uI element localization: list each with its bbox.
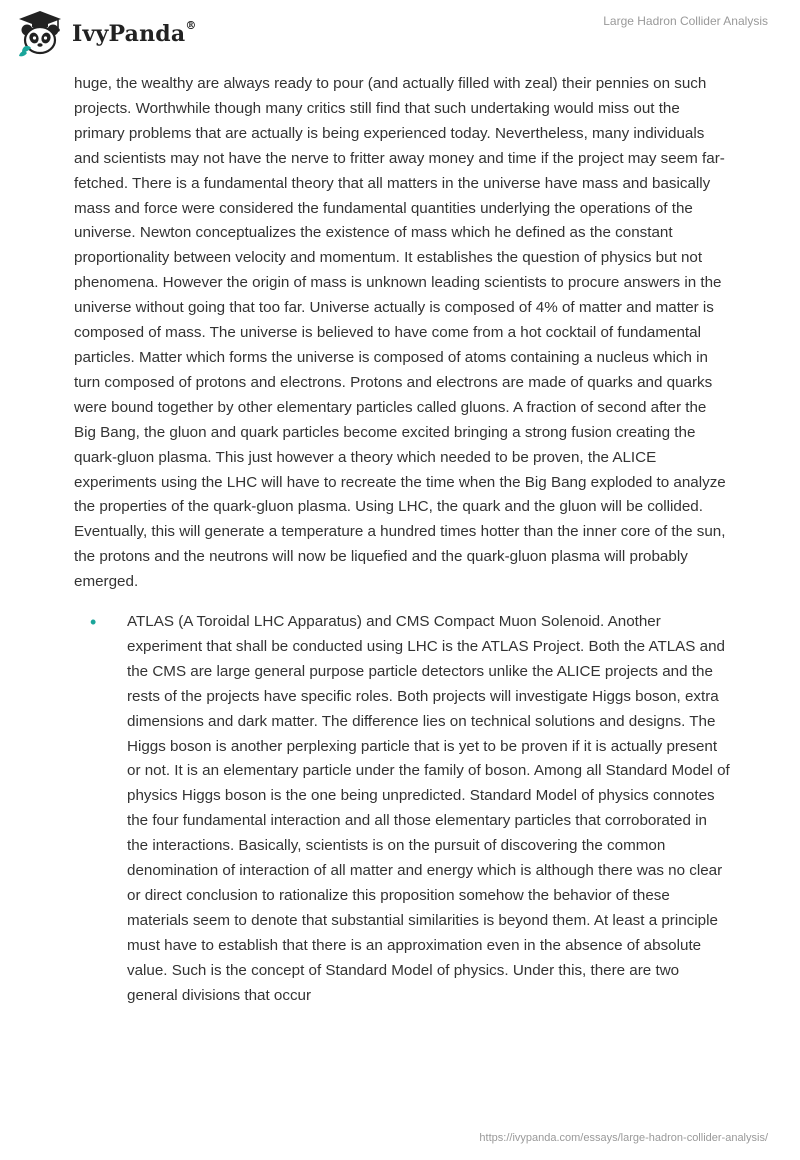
list-item-text: ATLAS (A Toroidal LHC Apparatus) and CMS Compact Muon Solenoid. Another experiment that shall be conducted using LHC is the ATLAS Project. Both the ATLAS and the CMS are large general purpose particle detectors unlike the ALICE projects and the rests of the projects have specific roles. Both projects will investigate Higgs boson, extra dimensions and dark matter. The difference lies on technical solutions and designs. The Higgs boson is another perplexing particle that is yet to be proven if it is actually present or not. It is an elementary particle under the family of boson. Among all Standard Model of physics Higgs boson is the one being unpredicted. Standard Model of physics connotes the four fundamental interaction and all those elementary particles that corroborated in the interactions. Basically, scientists is on the pursuit of discovering the common denomination of interaction of all matter and energy which is although there was no clear or direct conclusion to rationalize this proposition somehow the behavior of these materials seem to denote that substantial similarities is beyond them. At least a principle must have to establish that there is an approximation even in the absence of absolute value. Such is the concept of Standard Model of physics. Under this, there are two general divisions that occur xyxy=(127,613,730,1004)
panda-graduate-icon xyxy=(14,8,66,60)
page-header xyxy=(0,0,800,66)
source-url[interactable]: https://ivypanda.com/essays/large-hadron-collider-analysis/ xyxy=(479,1132,768,1144)
body-paragraph: huge, the wealthy are always ready to pour (and actually filled with zeal) their pennies on such projects. Worthwhile though many critics still find that such undertaking would miss out the primary problems that are actually is being experienced today. Nevertheless, many individuals and scientists may not have the nerve to fritter away money and time if the project may seem far-fetched. There is a fundamental theory that all matters in the universe have mass and basically mass and force were considered the fundamental quantities underlying the operations of the universe. Newton conceptualizes the existence of mass which he defined as the constant proportionality between velocity and momentum. It establishes the question of physics but not phenomena. However the origin of mass is unknown leading scientists to procure answers in the universe without going that too far. Universe actually is composed of 4% of matter and matter is composed of mass. The universe is believed to have come from a hot cocktail of fundamental particles. Matter which forms the universe is composed of atoms containing a nucleus which in turn composed of protons and electrons. Protons and electrons are made of quarks and quarks were bound together by other elementary particles called gluons. A fraction of second after the Big Bang, the gluon and quark particles become excited bringing a strong fusion creating the quark-gluon plasma. This just however a theory which needed to be proven, the ALICE experiments using the LHC will have to recreate the time when the Big Bang exploded to analyze the properties of the quark-gluon plasma. Using LHC, the quark and the gluon will be collided. Eventually, this will generate a temperature a hundred times hotter than the inner core of the sun, the protons and the neutrons will now be liquefied and the quark-gluon plasma will probably emerged. xyxy=(74,75,726,591)
logo-wordmark xyxy=(72,21,197,47)
bullet-icon: • xyxy=(90,612,97,633)
essay-content xyxy=(74,72,730,1009)
registered-mark: ® xyxy=(185,19,197,32)
ivypanda-logo[interactable] xyxy=(14,8,197,60)
bullet-list xyxy=(74,610,730,1009)
list-item xyxy=(74,610,730,1009)
logo-text: IvyPanda xyxy=(72,21,186,47)
document-title: Large Hadron Collider Analysis xyxy=(603,14,768,28)
